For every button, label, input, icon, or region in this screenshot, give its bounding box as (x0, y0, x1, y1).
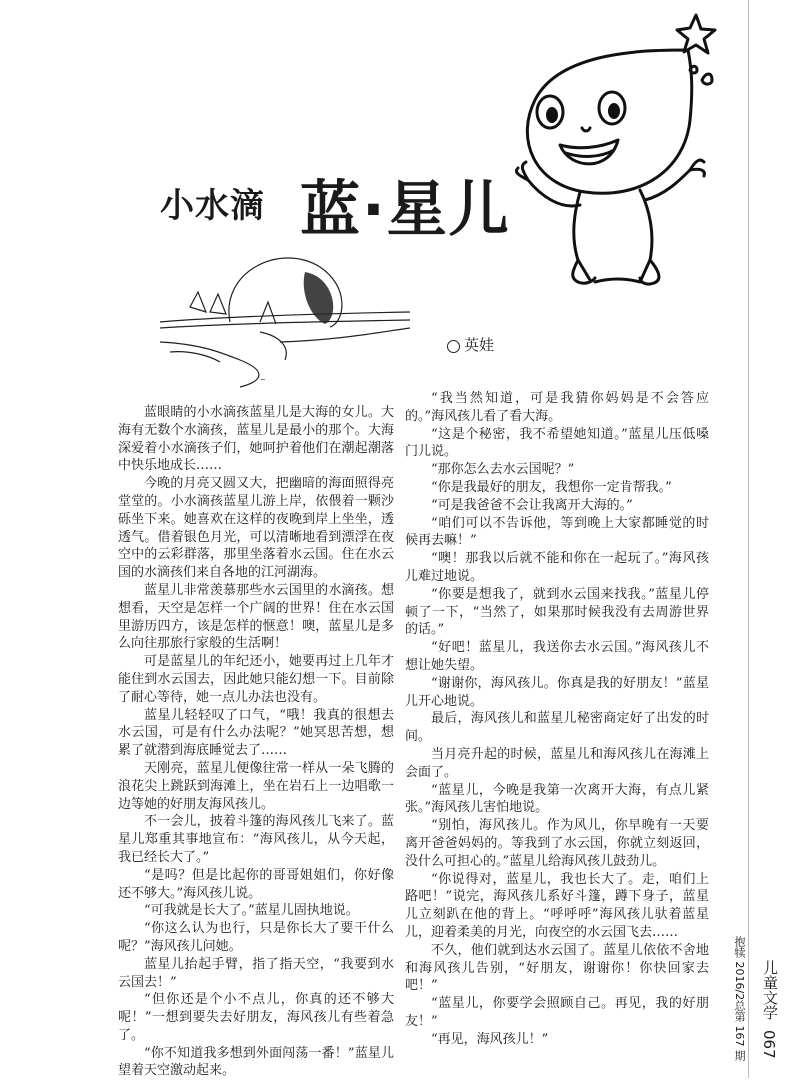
author-name: 英娃 (464, 336, 495, 354)
paragraph: “你要是想我了，就到水云国来找我。”蓝星儿停顿了一下，“当然了，如果那时候我没有去周游世界的话。” (405, 586, 709, 638)
paragraph: “蓝星儿，今晚是我第一次离开大海，有点儿紧张。”海风孩儿害怕地说。 (405, 782, 709, 816)
paragraph: 不一会儿，披着斗篷的海风孩儿飞来了。蓝星儿郑重其事地宣布：“海风孩儿，从今天起，我已经长大了。” (118, 814, 394, 865)
paragraph: “是吗？但是比起你的哥哥姐姐们，你好像还不够大。”海风孩儿说。 (118, 867, 394, 901)
paragraph: “可我就是长大了。”蓝星儿固执地说。 (144, 903, 359, 919)
paragraph: “那你怎么去水云国呢？” (431, 462, 575, 478)
paragraph: 可是蓝星儿的年纪还小，她要再过上几年才能住到水云国去，因此她只能幻想一下。目前除了耐心等待，她一点儿办法也没有。 (118, 654, 394, 705)
circle-icon (447, 340, 460, 353)
sidebar-divider (748, 0, 749, 1078)
paragraph: 蓝星儿抬起手臂，指了指天空，“我要到水云国去！” (118, 956, 394, 990)
magazine-name: 儿童文学 (761, 960, 779, 1020)
paragraph: 今晚的月亮又圆又大，把幽暗的海面照得亮堂堂的。小水滴孩蓝星儿游上岸，依偎着一颗沙砾坐下来。她喜欢在这样的夜晚到岸上坐坐，透透气。借着银色月光，可以清晰地看到漂浮在夜空中的云彩群落，那里坐落着水云国。住在水云国的水滴孩们来自各地的江河湖海。 (118, 476, 394, 581)
paragraph: “噢！那我以后就不能和你在一起玩了。”海风孩儿难过地说。 (405, 551, 709, 584)
paragraph: “可是我爸爸不会让我离开大海的。” (431, 497, 633, 513)
paragraph: 蓝星儿非常羡慕那些水云国里的水滴孩。想想看，天空是怎样一个广阔的世界！住在水云国里游历四方，该是怎样的惬意！噢，蓝星儿是多么向往那旅行家般的生活啊！ (118, 582, 394, 652)
paragraph: “谢谢你，海风孩儿。你真是我的好朋友！”蓝星儿开心地说。 (405, 675, 709, 709)
title-big: 蓝·星儿 (300, 175, 511, 245)
paragraph: “我当然知道，可是我猜你妈妈是不会答应的。”海风孩儿看了看大海。 (405, 391, 709, 424)
paragraph: “咱们可以不告诉他，等到晚上大家都睡觉的时候再去嘛！” (405, 515, 709, 549)
paragraph: “好吧！蓝星儿，我送你去水云国。”海风孩儿不想让她失望。 (405, 640, 709, 673)
paragraph: “你说得对，蓝星儿，我也长大了。走，咱们上路吧！”说完，海风孩儿系好斗篷，蹲下身子，蓝星儿立刻趴在他的背上。“呼呼呼”海风孩儿驮着蓝星儿，迎着柔美的月光，向夜空的水云国飞去…… (405, 871, 709, 940)
publication-info: 抱犊 2016/2 (733, 936, 746, 1001)
paragraph: 当月亮升起的时候，蓝星儿和海风孩儿在海滩上会面了。 (405, 746, 709, 780)
text-column-right (405, 390, 709, 1048)
volume-info: 总第 167 期 (733, 1000, 746, 1061)
paragraph: “这是个秘密，我不希望她知道。”蓝星儿压低嗓门儿说。 (405, 426, 709, 460)
svg-text:~: ~ (260, 376, 266, 384)
paragraph: “但你还是个小不点儿，你真的还不够大呢！”一想到要失去好朋友，海风孩儿有些着急了。 (118, 992, 394, 1043)
paragraph: “再见，海风孩儿！” (431, 1031, 549, 1047)
title-small: 小水滴 (160, 186, 265, 226)
paragraph: 不久，他们就到达水云国了。蓝星儿依依不舍地和海风孩儿告别，“好朋友，谢谢你！你快回家去吧！” (405, 942, 709, 994)
paragraph: 天刚亮，蓝星儿便像往常一样从一朵飞腾的浪花尖上跳跃到海滩上，坐在岩石上一边唱歌一边等她的好朋友海风孩儿。 (118, 760, 394, 812)
author-line (447, 334, 494, 355)
cartoon-water-drop-illustration (500, 10, 730, 290)
paragraph: “蓝星儿，你要学会照顾自己。再见，我的好朋友！” (405, 996, 709, 1029)
page-number: 067 (760, 1030, 778, 1059)
paragraph: 最后，海风孩儿和蓝星儿秘密商定好了出发的时间。 (405, 711, 709, 745)
moon-sea-sketch-illustration (160, 232, 410, 392)
paragraph: “别怕，海风孩儿。作为风儿，你早晚有一天要离开爸爸妈妈的。等我到了水云国，你就立刻返回，没什么可担心的。”蓝星儿给海风孩儿鼓劲儿。 (405, 818, 709, 869)
paragraph: “你不知道我多想到外面闯荡一番！”蓝星儿望着天空激动起来。 (118, 1045, 394, 1079)
paragraph: “你这么认为也行，只是你长大了要干什么呢？”海风孩儿问她。 (118, 921, 394, 954)
paragraph: “你是我最好的朋友，我想你一定肯帮我。” (431, 479, 672, 495)
paragraph: 蓝眼睛的小水滴孩蓝星儿是大海的女儿。大海有无数个水滴孩，蓝星儿是最小的那个。大海深爱着小水滴孩子们，她呵护着他们在潮起潮落中快乐地成长…… (118, 405, 394, 474)
text-column-left (118, 404, 394, 1080)
paragraph: 蓝星儿轻轻叹了口气，“哦！我真的很想去水云国，可是有什么办法呢？”她冥思苦想，想累了就潜到海底睡觉去了…… (118, 707, 394, 759)
